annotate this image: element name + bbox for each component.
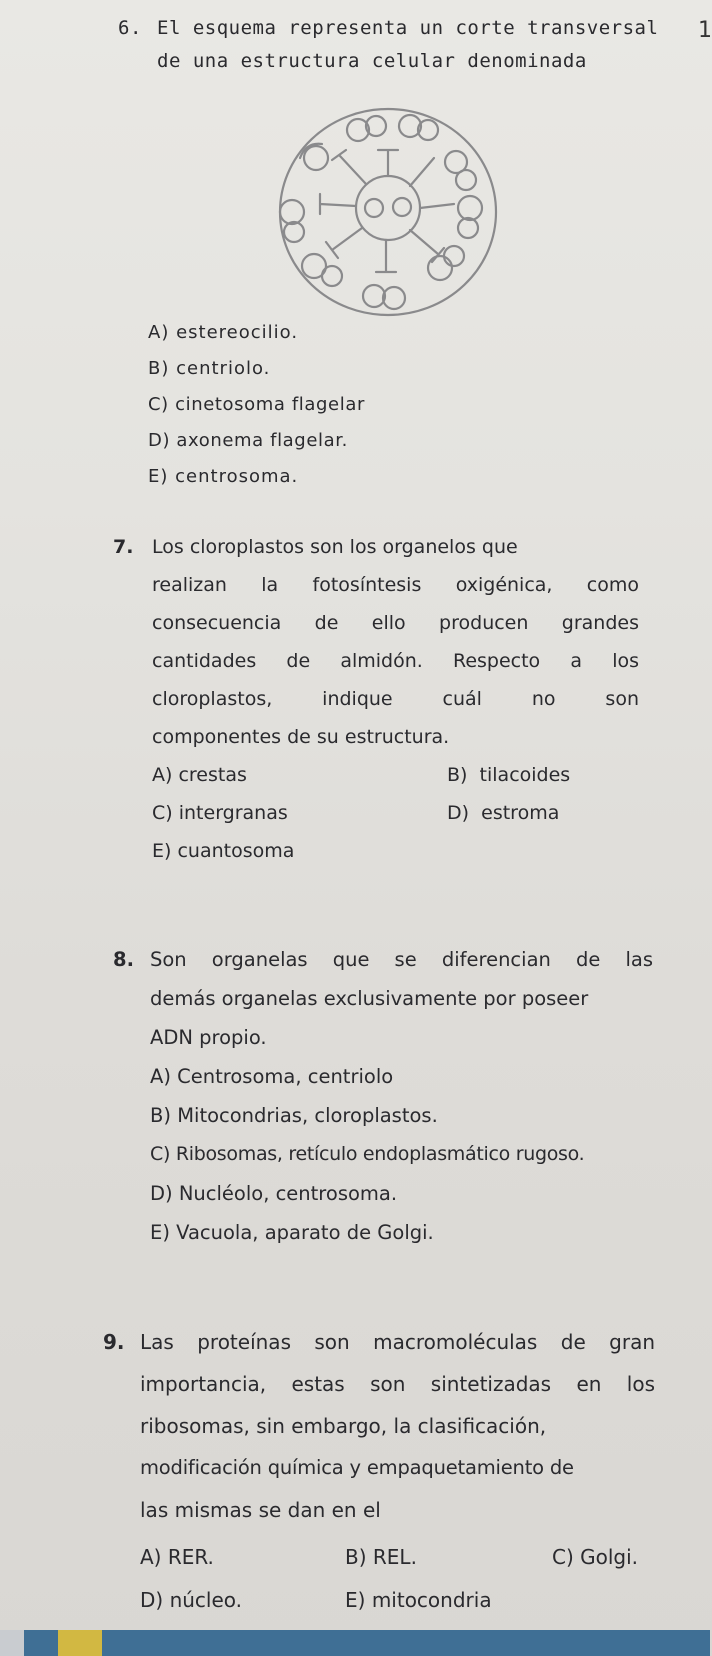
option-c[interactable]: C) Ribosomas, retículo endoplasmático rugoso.	[150, 1143, 585, 1165]
radial-spoke	[332, 150, 366, 184]
surface-patch	[0, 1630, 24, 1656]
page-edge-mark: 1	[698, 18, 712, 43]
surface-stripe	[58, 1630, 102, 1656]
option-c[interactable]: C) intergranas	[152, 802, 288, 824]
option-d[interactable]: D) núcleo.	[140, 1588, 243, 1612]
radial-spoke	[410, 158, 434, 186]
option-e[interactable]: E) centrosoma.	[148, 466, 299, 487]
option-b[interactable]: B) tilacoides	[447, 764, 571, 786]
background-surface	[0, 1630, 710, 1656]
question-text-line: demás organelas exclusivamente por poseer	[150, 987, 589, 1010]
question-number: 9.	[103, 1330, 125, 1354]
option-c[interactable]: C) Golgi.	[552, 1545, 639, 1569]
option-e[interactable]: E) mitocondria	[345, 1588, 492, 1612]
question-text-line: importancia, estas son sintetizadas en los	[140, 1372, 655, 1396]
cross-section-diagram	[270, 100, 512, 328]
question-text-line: ribosomas, sin embargo, la clasificación,	[140, 1414, 547, 1438]
central-microtubule	[365, 199, 383, 217]
question-number: 8.	[113, 948, 134, 971]
radial-spoke	[410, 230, 444, 262]
option-c[interactable]: C) cinetosoma flagelar	[148, 394, 365, 415]
question-text-line: componentes de su estructura.	[152, 726, 450, 748]
question-text-line: Son organelas que se diferencian de las	[150, 948, 653, 971]
question-number: 6.	[118, 17, 142, 39]
outer-membrane	[280, 109, 496, 315]
microtubule-doublet	[458, 196, 482, 238]
microtubule-doublet	[347, 116, 386, 141]
question-text-line: las mismas se dan en el	[140, 1498, 381, 1522]
radial-spoke	[378, 150, 398, 176]
option-a[interactable]: A) Centrosoma, centriolo	[150, 1065, 394, 1088]
option-a[interactable]: A) RER.	[140, 1545, 214, 1569]
question-text-line: Los cloroplastos son los organelos que	[152, 536, 518, 558]
radial-spoke	[326, 228, 362, 258]
radial-spoke	[420, 204, 454, 208]
radial-spoke	[376, 240, 396, 272]
option-a[interactable]: A) crestas	[152, 764, 247, 786]
question-text-line: realizan la fotosíntesis oxigénica, como	[152, 574, 639, 596]
option-b[interactable]: B) centriolo.	[148, 358, 271, 379]
option-e[interactable]: E) Vacuola, aparato de Golgi.	[150, 1221, 434, 1244]
microtubule-doublet	[445, 151, 476, 190]
question-text-line: Las proteínas son macromoléculas de gran	[140, 1330, 655, 1354]
option-e[interactable]: E) cuantosoma	[152, 840, 295, 862]
question-number: 7.	[113, 536, 134, 558]
option-b[interactable]: B) REL.	[345, 1545, 417, 1569]
question-text-line: modificación química y empaquetamiento de	[140, 1456, 574, 1479]
question-text-line: El esquema representa un corte transversal	[157, 17, 659, 39]
question-text-line: ADN propio.	[150, 1026, 267, 1049]
option-d[interactable]: D) axonema flagelar.	[148, 430, 348, 451]
question-text-line: cantidades de almidón. Respecto a los	[152, 650, 639, 672]
question-text-line: de una estructura celular denominada	[157, 50, 587, 72]
option-d[interactable]: D) estroma	[447, 802, 560, 824]
central-microtubule	[393, 198, 411, 216]
option-d[interactable]: D) Nucléolo, centrosoma.	[150, 1182, 398, 1205]
question-text-line: cloroplastos, indique cuál no son	[152, 688, 639, 710]
option-b[interactable]: B) Mitocondrias, cloroplastos.	[150, 1104, 438, 1127]
microtubule-doublet	[280, 200, 304, 242]
radial-spoke	[320, 194, 356, 214]
microtubule-doublet	[363, 285, 405, 309]
question-text-line: consecuencia de ello producen grandes	[152, 612, 639, 634]
option-a[interactable]: A) estereocilio.	[148, 322, 299, 343]
